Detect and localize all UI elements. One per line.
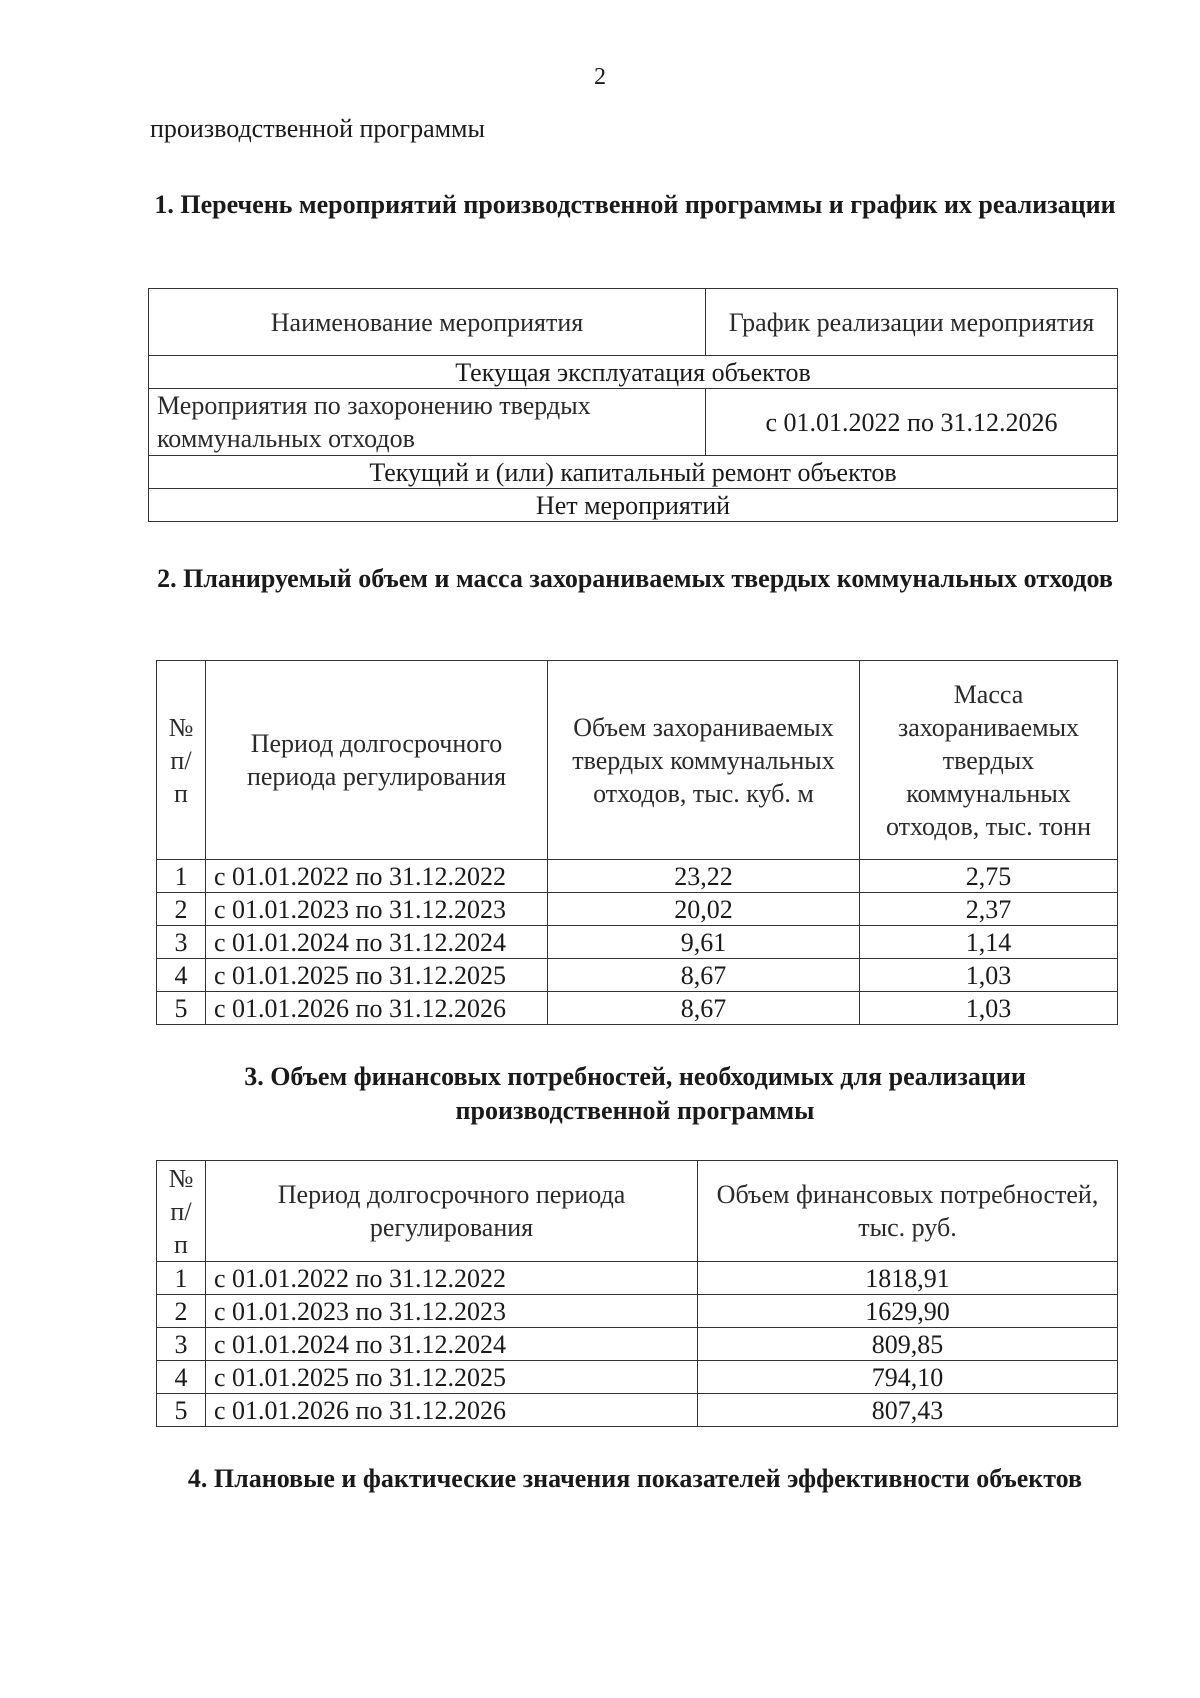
section3-title: 3. Объем финансовых потребностей, необходимых для реализации производственной программы: [244, 1062, 1026, 1125]
events-table: [148, 288, 1118, 522]
row-period: с 01.01.2024 по 31.12.2024: [206, 1328, 698, 1361]
event-name: Мероприятия по захоронению твердых коммунальных отходов: [149, 389, 706, 456]
row-num: 1: [157, 860, 206, 893]
section4-title: 4. Плановые и фактические значения показателей эффективности объектов: [187, 1464, 1083, 1493]
row-period: с 01.01.2026 по 31.12.2026: [206, 1394, 698, 1427]
row-period: с 01.01.2026 по 31.12.2026: [206, 992, 548, 1025]
table-header-row: [157, 661, 1118, 860]
page-number: 2: [594, 64, 606, 90]
row-volume: 8,67: [548, 959, 860, 992]
table-header-row: [149, 289, 1118, 356]
row-mass: 1,03: [860, 959, 1118, 992]
row-volume: 9,61: [548, 926, 860, 959]
table-row: [157, 959, 1118, 992]
row-amount: 1818,91: [698, 1262, 1118, 1295]
table-row: [149, 389, 1118, 456]
group-repair: Текущий и (или) капитальный ремонт объектов: [149, 456, 1118, 489]
table-row: [157, 1361, 1118, 1394]
table-row: [157, 1394, 1118, 1427]
header-schedule: График реализации мероприятия: [706, 289, 1118, 356]
row-volume: 20,02: [548, 893, 860, 926]
row-period: с 01.01.2023 по 31.12.2023: [206, 1295, 698, 1328]
row-num: 4: [157, 959, 206, 992]
table-row: [157, 860, 1118, 893]
table-header-row: [157, 1161, 1118, 1262]
financial-needs-table: [156, 1160, 1118, 1427]
header-event-name: Наименование мероприятия: [149, 289, 706, 356]
row-num: 2: [157, 1295, 206, 1328]
header-amount: Объем финансовых потребностей, тыс. руб.: [698, 1161, 1118, 1262]
header-period: Период долгосрочного периода регулирования: [206, 661, 548, 860]
table-group-row: [149, 356, 1118, 389]
waste-volume-table: [156, 660, 1118, 1025]
no-events: Нет мероприятий: [149, 489, 1118, 522]
table-row: [157, 926, 1118, 959]
row-volume: 23,22: [548, 860, 860, 893]
row-mass: 2,75: [860, 860, 1118, 893]
header-volume: Объем захораниваемых твердых коммунальных отходов, тыс. куб. м: [548, 661, 860, 860]
table-row: [157, 1295, 1118, 1328]
row-volume: 8,67: [548, 992, 860, 1025]
row-num: 3: [157, 1328, 206, 1361]
row-amount: 1629,90: [698, 1295, 1118, 1328]
table-row: [157, 992, 1118, 1025]
row-period: с 01.01.2022 по 31.12.2022: [206, 860, 548, 893]
row-amount: 807,43: [698, 1394, 1118, 1427]
table-row: [157, 893, 1118, 926]
header-period: Период долгосрочного периода регулирования: [206, 1161, 698, 1262]
row-mass: 2,37: [860, 893, 1118, 926]
table-row: [149, 489, 1118, 522]
table-row: [157, 1262, 1118, 1295]
row-period: с 01.01.2025 по 31.12.2025: [206, 959, 548, 992]
row-period: с 01.01.2022 по 31.12.2022: [206, 1262, 698, 1295]
row-amount: 809,85: [698, 1328, 1118, 1361]
header-mass: Масса захораниваемых твердых коммунальных отходов, тыс. тонн: [860, 661, 1118, 860]
header-num: № п/ п: [157, 1161, 206, 1262]
continuation-text: производственной программы: [150, 114, 485, 143]
section2-title: 2. Планируемый объем и масса захораниваемых твердых коммунальных отходов: [157, 564, 1113, 593]
group-current-operation: Текущая эксплуатация объектов: [149, 356, 1118, 389]
row-mass: 1,14: [860, 926, 1118, 959]
row-period: с 01.01.2024 по 31.12.2024: [206, 926, 548, 959]
header-num: № п/ п: [157, 661, 206, 860]
row-num: 4: [157, 1361, 206, 1394]
row-num: 5: [157, 992, 206, 1025]
row-num: 3: [157, 926, 206, 959]
row-period: с 01.01.2025 по 31.12.2025: [206, 1361, 698, 1394]
section1-title: 1. Перечень мероприятий производственной программы и график их реализации: [154, 190, 1116, 219]
table-row: [157, 1328, 1118, 1361]
row-mass: 1,03: [860, 992, 1118, 1025]
table-group-row: [149, 456, 1118, 489]
row-amount: 794,10: [698, 1361, 1118, 1394]
row-num: 2: [157, 893, 206, 926]
row-num: 5: [157, 1394, 206, 1427]
row-num: 1: [157, 1262, 206, 1295]
event-schedule: с 01.01.2022 по 31.12.2026: [706, 389, 1118, 456]
row-period: с 01.01.2023 по 31.12.2023: [206, 893, 548, 926]
